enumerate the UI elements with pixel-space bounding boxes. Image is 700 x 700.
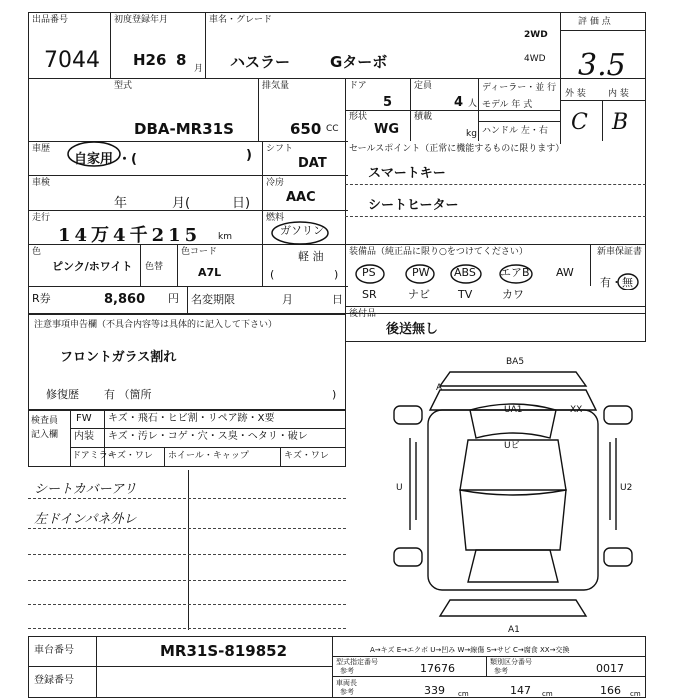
- chassis-number: MR31S-819852: [160, 642, 288, 660]
- diagram-front-label: A1: [508, 625, 520, 635]
- capacity-unit: 人: [468, 99, 478, 109]
- equip-leather: カワ: [502, 288, 524, 301]
- mileage-value: 14万4千215: [58, 225, 202, 246]
- check-fw-items: キズ・飛石・ヒビ割・リペア跡・X要: [108, 413, 275, 424]
- car-name-label: 車名・グレード: [209, 15, 273, 25]
- check-wheel-items: キズ・ワレ: [284, 451, 329, 461]
- sales-point-1: スマートキー: [368, 166, 446, 181]
- drive-4wd: 4WD: [524, 54, 546, 64]
- check-label-1: 検査員: [31, 416, 59, 426]
- month-unit: 月: [194, 64, 204, 74]
- mileage-label: 走行: [32, 213, 51, 223]
- handle-label: ハンドル 左・右: [482, 126, 548, 136]
- reg-label: 登録番号: [34, 675, 74, 686]
- diagram-left-label: U: [396, 483, 403, 493]
- expiry-label: 名変期限: [191, 293, 235, 306]
- usage-value: 自家用: [74, 152, 114, 167]
- doors: 5: [383, 95, 393, 110]
- cert-number: 17676: [420, 662, 455, 675]
- repair-label: 修復歴: [46, 388, 79, 401]
- cert-label: 型式指定番号: [336, 658, 378, 666]
- usage-dot: ・(: [118, 152, 137, 167]
- diagram-right-label: U2: [620, 483, 633, 493]
- damage-legend: A→キズ E→エクボ U→凹み W→線傷 S→サビ C→腐食 XX→交換: [370, 646, 570, 654]
- length-unit: cm: [458, 690, 469, 698]
- equipment-label: 装備品（純正品に限り○をつけてください）: [349, 247, 528, 257]
- diagram-hood-note: XX: [570, 405, 583, 415]
- inspection-label: 車検: [32, 178, 51, 188]
- check-mirror-items: キズ・ワレ: [108, 451, 153, 461]
- check-mirror: ドアミラー: [72, 451, 117, 461]
- handwritten-note-2: 左ドインパネ外レ: [34, 512, 137, 527]
- length-value: 339: [424, 684, 445, 697]
- fuel-value: ガソリン: [280, 224, 324, 237]
- color-change-label: 色替: [145, 262, 164, 272]
- equip-airbag: エアB: [500, 266, 530, 279]
- equip-ps: PS: [362, 266, 376, 279]
- usage-label: 車歴: [32, 144, 51, 154]
- color-code: A7L: [198, 266, 222, 279]
- shift-value: DAT: [298, 156, 327, 171]
- check-wheel: ホイール・キャップ: [168, 451, 249, 461]
- first-reg-label: 初度登録年月: [114, 15, 169, 25]
- score-label: 評 価 点: [578, 17, 611, 27]
- model-year-label: モデル 年 式: [482, 100, 533, 110]
- capacity-label: 定員: [414, 81, 433, 91]
- equip-abs: ABS: [454, 266, 476, 279]
- cert-sub: 参考: [340, 667, 354, 675]
- displacement-label: 排気量: [262, 81, 290, 91]
- accessories-text: 後送無し: [386, 322, 439, 337]
- accessories-label: 後付品: [349, 309, 377, 319]
- diesel-label: 軽 油: [298, 250, 324, 263]
- first-reg-era-year: H26: [133, 51, 167, 69]
- shape-label: 形状: [349, 112, 368, 122]
- model-code: DBA-MR31S: [134, 120, 234, 138]
- diagram-rear-label: BA5: [506, 357, 525, 367]
- score-value: 3.5: [578, 48, 626, 83]
- check-label-2: 記入欄: [31, 430, 59, 440]
- notes-label: 注意事項申告欄（不具合内容等は具体的に記入して下さい）: [34, 320, 278, 330]
- expiry-day: 日: [332, 293, 343, 306]
- inspection-month: 月(: [172, 196, 191, 211]
- cc-unit: CC: [326, 124, 339, 134]
- check-interior: 内装: [74, 431, 94, 442]
- capacity: 4: [454, 95, 464, 110]
- inspection-year: 年: [114, 196, 128, 211]
- color-label: 色: [32, 247, 42, 257]
- drive-2wd: 2WD: [524, 30, 548, 40]
- width-value: 147: [510, 684, 531, 697]
- recycle-value: 8,860: [104, 292, 146, 307]
- shift-label: シフト: [266, 144, 294, 154]
- diagram-circled-mark: A: [436, 383, 443, 393]
- fuel-label: 燃料: [266, 213, 285, 223]
- diagram-roof-label: UA1: [504, 405, 523, 415]
- aircon-label: 冷房: [266, 178, 285, 188]
- diagram-seat-label: Uビ: [504, 441, 520, 451]
- km-unit: km: [218, 232, 232, 242]
- check-fw: FW: [76, 413, 92, 424]
- equip-sr: SR: [362, 288, 377, 301]
- notes-text: フロントガラス割れ: [60, 350, 177, 365]
- dealer-label: ディーラー・並 行: [482, 83, 557, 93]
- handwritten-note-1: シートカバーアリ: [34, 482, 137, 497]
- yen-unit: 円: [168, 292, 179, 305]
- exterior-score: C: [571, 110, 588, 135]
- chassis-label: 車台番号: [34, 645, 74, 656]
- check-interior-items: キズ・汚レ・コゲ・穴・ス臭・ヘタリ・破レ: [108, 431, 308, 442]
- warranty-label: 新車保証書: [597, 247, 643, 257]
- inspection-day: 日): [232, 196, 251, 211]
- repair-close: ): [332, 388, 337, 401]
- expiry-month: 月: [282, 293, 293, 306]
- model-label: 型式: [114, 81, 133, 91]
- fuel-close: ): [334, 268, 339, 281]
- vehicle-damage-diagram: [380, 350, 646, 640]
- kg-unit: kg: [466, 129, 477, 139]
- usage-close: ): [246, 148, 252, 163]
- shape: WG: [374, 122, 400, 137]
- fuel-open: (: [270, 268, 275, 281]
- class-label: 類別区分番号: [490, 658, 532, 666]
- interior-score: B: [612, 110, 629, 135]
- usage-circle: [66, 138, 126, 170]
- interior-label: 内 装: [608, 89, 629, 99]
- equip-navi: ナビ: [408, 288, 430, 301]
- equip-aw: AW: [556, 266, 574, 279]
- warranty-value: 有・無: [600, 276, 633, 289]
- car-grade: Gターボ: [330, 53, 388, 71]
- displacement: 650: [290, 120, 322, 138]
- height-unit: cm: [630, 690, 641, 698]
- lot-number: 7044: [44, 48, 100, 73]
- equip-pw: PW: [412, 266, 430, 279]
- class-number: 0017: [596, 662, 624, 675]
- equipment-circles: [352, 260, 642, 290]
- door-label: ドア: [349, 81, 367, 91]
- height-value: 166: [600, 684, 621, 697]
- class-sub: 参考: [494, 667, 508, 675]
- exterior-label: 外 装: [565, 89, 586, 99]
- color-code-label: 色コード: [181, 247, 218, 257]
- load-label: 積載: [414, 112, 433, 122]
- length-label: 車両長: [336, 679, 357, 687]
- first-reg-month: 8: [176, 51, 187, 69]
- fuel-circle: [270, 220, 330, 246]
- repair-value: 有 （箇所: [104, 388, 152, 401]
- aircon-value: AAC: [286, 190, 316, 205]
- sales-point-2: シートヒーター: [368, 198, 459, 213]
- car-name: ハスラー: [230, 53, 291, 71]
- sales-points-label: セールスポイント（正常に機能するものに限ります）: [349, 144, 565, 154]
- lot-number-label: 出品番号: [32, 15, 69, 25]
- length-sub: 参考: [340, 688, 354, 696]
- width-unit: cm: [542, 690, 553, 698]
- recycle-label: R券: [32, 292, 51, 305]
- equip-tv: TV: [458, 288, 473, 301]
- color-value: ピンク/ホワイト: [52, 260, 133, 273]
